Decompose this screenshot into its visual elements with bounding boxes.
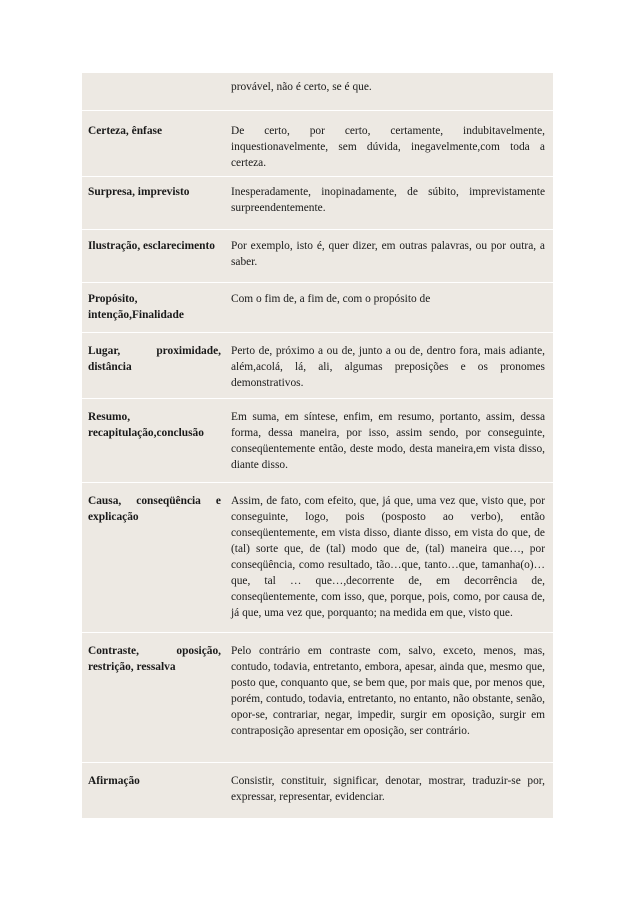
table-row — [82, 283, 553, 333]
row-term: Ilustração, esclarecimento — [82, 230, 227, 283]
row-term: Propósito, intenção,Finalidade — [82, 283, 227, 333]
row-description: Assim, de fato, com efeito, que, já que, uma vez que, visto que, por conseguinte, logo, pois (posposto ao verbo), então conseqüentemente, em vista disso, diante disso, em vista do que, de (tal) sorte que, de (tal) modo que de, (tal) maneira que…, por conseqüência, como resultado, tão…que, tanto…que, tamanha(o)…que, tal … que…,decorrente de, em decorrência de, conseqüentemente, com isso, que, porque, pois, como, por causa de, já que, uma vez que, porquanto; na medida em que, visto que. — [227, 483, 553, 633]
row-term: Resumo, recapitulação,conclusão — [82, 399, 227, 483]
table-row — [82, 230, 553, 283]
row-term: Causa, conseqüência e explicação — [82, 483, 227, 633]
row-description: Pelo contrário em contraste com, salvo, exceto, menos, mas, contudo, todavia, entretanto, embora, apesar, ainda que, mesmo que, posto que, conquanto que, se bem que, por mais que, por menos que, porém, contudo, todavia, entretanto, no entanto, não obstante, senão, opor-se, contrariar, negar, impedir, surgir em oposição, surgir em contraposição apresentar em oposição, ser contrário. — [227, 633, 553, 763]
row-term: Lugar, proximidade, distância — [82, 333, 227, 399]
row-term — [82, 73, 227, 111]
row-term: Certeza, ênfase — [82, 111, 227, 177]
table-row — [82, 763, 553, 819]
row-description: Por exemplo, isto é, quer dizer, em outras palavras, ou por outra, a saber. — [227, 230, 553, 283]
row-description: De certo, por certo, certamente, indubitavelmente, inquestionavelmente, sem dúvida, inegavelmente,com toda a certeza. — [227, 111, 553, 177]
row-description: Em suma, em síntese, enfim, em resumo, portanto, assim, dessa forma, dessa maneira, por isso, assim sendo, por conseguinte, conseqüentemente então, deste modo, desta maneira,em vista disso, diante disso. — [227, 399, 553, 483]
row-description: Com o fim de, a fim de, com o propósito de — [227, 283, 553, 333]
table-row — [82, 333, 553, 399]
row-term: Surpresa, imprevisto — [82, 177, 227, 230]
row-description: Consistir, constituir, significar, denotar, mostrar, traduzir-se por, expressar, representar, evidenciar. — [227, 763, 553, 819]
row-term: Contraste, oposição, restrição, ressalva — [82, 633, 227, 763]
table-row — [82, 73, 553, 111]
table-row — [82, 111, 553, 177]
row-description: provável, não é certo, se é que. — [227, 73, 553, 111]
table-row — [82, 177, 553, 230]
table-row — [82, 483, 553, 633]
row-description: Perto de, próximo a ou de, junto a ou de, dentro fora, mais adiante, além,acolá, lá, ali, algumas preposições e os pronomes demonstrativos. — [227, 333, 553, 399]
table-row — [82, 633, 553, 763]
connectives-table — [82, 72, 553, 819]
row-term: Afirmação — [82, 763, 227, 819]
table-row — [82, 399, 553, 483]
row-description: Inesperadamente, inopinadamente, de súbito, imprevistamente surpreendentemente. — [227, 177, 553, 230]
